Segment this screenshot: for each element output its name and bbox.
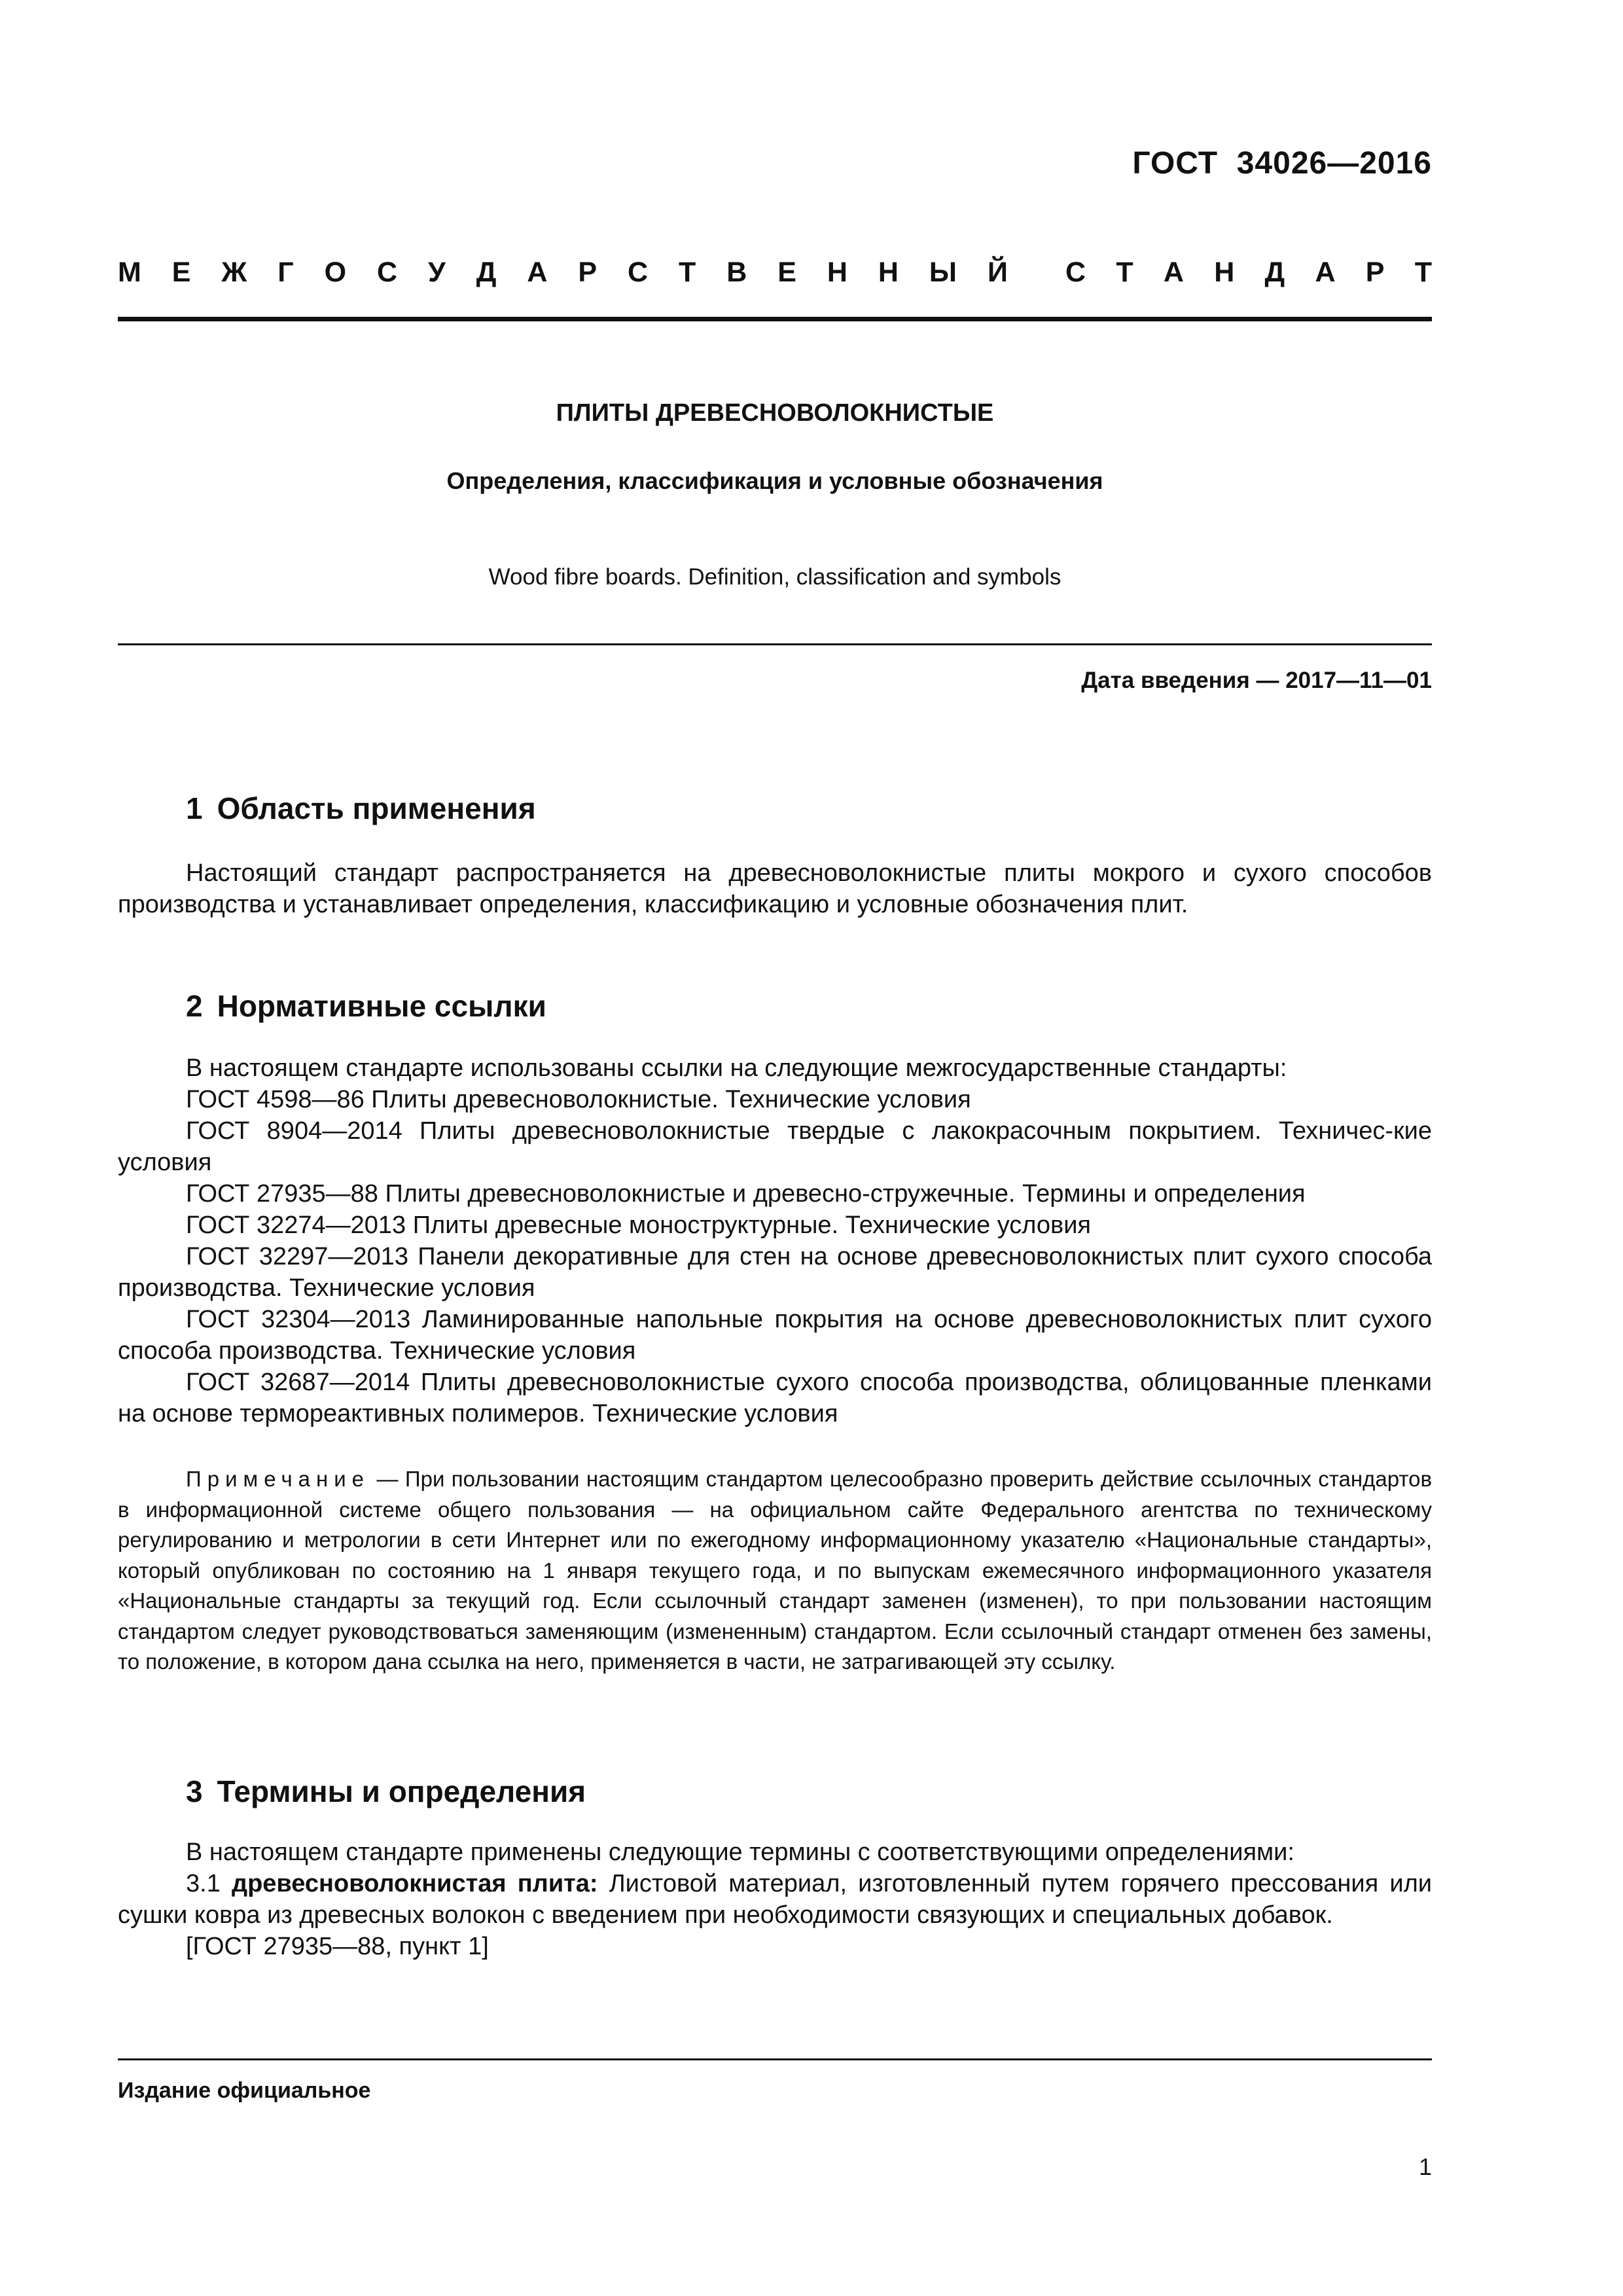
banner-letter: Н <box>878 257 899 288</box>
section-number: 3 <box>186 1774 203 1808</box>
banner-letter: Т <box>1414 257 1432 288</box>
term-definition <box>118 1868 1432 1931</box>
reference-item: ГОСТ 32274—2013 Плиты древесные моноструктурные. Технические условия <box>186 1211 1092 1239</box>
paragraph: В настоящем стандарте применены следующие термины с соответствующими определениями: <box>186 1839 1294 1866</box>
banner-letter: Р <box>578 257 597 288</box>
note-label: Примечание <box>186 1467 370 1491</box>
banner-letter: Н <box>827 257 847 288</box>
banner-letter: Й <box>987 257 1008 288</box>
introduction-date: Дата введения — 2017—11—01 <box>1081 668 1432 693</box>
term-definition-text: Листовой материал, изготовленный путем горячего прессования или сушки ковра из древесных волокон с введением при необходимости связующих и специальных добавок. <box>118 1870 1432 1929</box>
header-divider <box>118 317 1432 321</box>
title-divider <box>118 643 1432 645</box>
official-edition-label: Издание официальное <box>118 2078 371 2103</box>
section-number: 2 <box>186 989 203 1023</box>
note <box>118 1464 1432 1677</box>
banner-word-interstate <box>118 257 1008 296</box>
paragraph: Настоящий стандарт распространяется на древесноволокнистые плиты мокрого и сухого способов производства и устанавливает определения, классификацию и условные обозначения плит. <box>118 859 1432 918</box>
term-number: 3.1 <box>186 1870 221 1897</box>
reference-item: ГОСТ 32297—2013 Панели декоративные для стен на основе древесноволокнистых плит сухого способа производства. Технические условия <box>118 1243 1432 1302</box>
reference-item: ГОСТ 4598—86 Плиты древесноволокнистые. Технические условия <box>186 1086 971 1113</box>
banner-letter: Г <box>277 257 294 288</box>
banner-letter: Т <box>678 257 696 288</box>
section-title: Нормативные ссылки <box>217 989 546 1023</box>
section-title: Область применения <box>217 791 536 825</box>
gost-code: ГОСТ 34026—2016 <box>1132 146 1432 181</box>
paragraph: В настоящем стандарте использованы ссылки на следующие межгосударственные стандарты: <box>186 1054 1287 1082</box>
banner-letter: С <box>1065 257 1086 288</box>
banner-letter: Д <box>1264 257 1285 288</box>
banner-letter: В <box>726 257 747 288</box>
standard-banner <box>118 257 1432 296</box>
banner-letter: У <box>428 257 446 288</box>
banner-letter: С <box>627 257 649 288</box>
banner-letter: Р <box>1365 257 1385 288</box>
banner-letter: С <box>377 257 398 288</box>
term-source: [ГОСТ 27935—88, пункт 1] <box>186 1933 489 1960</box>
page-number: 1 <box>1418 2153 1432 2180</box>
reference-item: ГОСТ 27935—88 Плиты древесноволокнистые и древесно-стружечные. Термины и определения <box>186 1180 1306 1208</box>
section-heading-3 <box>186 1774 586 1809</box>
section-body-2 <box>118 1052 1432 1429</box>
banner-letter: Ы <box>929 257 957 288</box>
section-number: 1 <box>186 791 203 825</box>
banner-letter: Н <box>1214 257 1235 288</box>
section-heading-2 <box>186 988 546 1024</box>
reference-item: ГОСТ 32304—2013 Ламинированные напольные покрытия на основе древесноволокнистых плит сухого способа производства. Технические условия <box>118 1306 1432 1365</box>
footer-divider <box>118 2058 1432 2060</box>
banner-letter: Е <box>171 257 191 288</box>
section-heading-1 <box>186 791 536 826</box>
section-body-3 <box>118 1837 1432 1962</box>
document-title-english: Wood fibre boards. Definition, classification and symbols <box>488 564 1061 590</box>
banner-letter: Д <box>476 257 497 288</box>
reference-item: ГОСТ 32687—2014 Плиты древесноволокнистые сухого способа производства, облицованные пленками на основе термореактивных полимеров. Технические условия <box>118 1369 1432 1427</box>
note-text: — При пользовании настоящим стандартом целесообразно проверить действие ссылочных стандартов в информационной системе общего пользования — на официальном сайте Федерального агентства по техническому регулированию и метрологии в сети Интернет или по ежегодному информационному указателю «Национальные стандарты», который опубликован по состоянию на 1 января текущего года, и по выпускам ежемесячного информационного указателя «Национальные стандарты за текущий год. Если ссылочный стандарт заменен (изменен), то при пользовании настоящим стандартом следует руководствоваться заменяющим (измененным) стандартом. Если ссылочный стандарт отменен без замены, то положение, в котором дана ссылка на него, применяется в части, не затрагивающей эту ссылку. <box>118 1467 1432 1674</box>
banner-letter: А <box>1315 257 1336 288</box>
section-body-1 <box>118 857 1432 920</box>
banner-letter: М <box>118 257 141 288</box>
banner-word-standard <box>1065 257 1432 296</box>
banner-letter: Ж <box>221 257 247 288</box>
banner-letter: О <box>324 257 347 288</box>
banner-letter: Е <box>777 257 796 288</box>
reference-item: ГОСТ 8904—2014 Плиты древесноволокнистые твердые с лакокрасочным покрытием. Техничес-кие условия <box>118 1117 1432 1176</box>
document-title: ПЛИТЫ ДРЕВЕСНОВОЛОКНИСТЫЕ <box>556 399 994 427</box>
section-title: Термины и определения <box>217 1774 586 1808</box>
banner-letter: А <box>1163 257 1184 288</box>
document-subtitle: Определения, классификация и условные обозначения <box>446 467 1103 494</box>
banner-letter: А <box>527 257 548 288</box>
banner-letter: Т <box>1116 257 1133 288</box>
term: древесноволокнистая плита: <box>231 1870 598 1897</box>
